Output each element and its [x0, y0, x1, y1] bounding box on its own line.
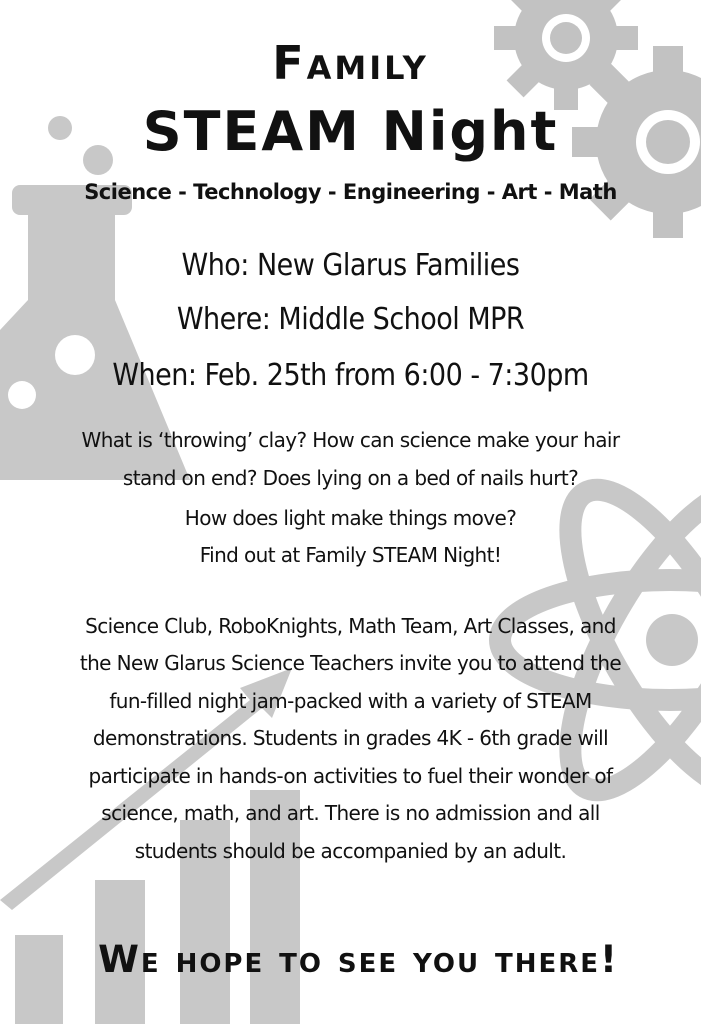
where-line: Where: Middle School MPR [176, 302, 525, 337]
flask-icon [0, 116, 190, 480]
footer-message: We hope to see you there! [98, 938, 619, 981]
title-steam-night: STEAM Night [142, 100, 559, 163]
question-line: How does light make things move? [184, 506, 517, 530]
description-line: Science Club, RoboKnights, Math Team, Art Classes, and [85, 614, 616, 638]
question-line: Find out at Family STEAM Night! [199, 543, 502, 567]
description-line: fun-filled night jam-packed with a variety of STEAM [109, 689, 592, 713]
who-line: Who: New Glarus Families [181, 248, 520, 283]
description-line: students should be accompanied by an adult. [134, 839, 567, 863]
description-line: the New Glarus Science Teachers invite you to attend the [79, 651, 622, 675]
when-line: When: Feb. 25th from 6:00 - 7:30pm [112, 358, 589, 393]
title-family: Family [272, 36, 429, 90]
question-line: What is ‘throwing’ clay? How can science make your hair [81, 428, 620, 452]
description-line: participate in hands-on activities to fuel their wonder of [88, 764, 613, 788]
question-line: stand on end? Does lying on a bed of nails hurt? [122, 466, 579, 490]
subtitle: Science - Technology - Engineering - Art - Math [84, 180, 617, 204]
description-line: science, math, and art. There is no admission and all [101, 801, 600, 825]
description-line: demonstrations. Students in grades 4K - 6th grade will [92, 726, 609, 750]
